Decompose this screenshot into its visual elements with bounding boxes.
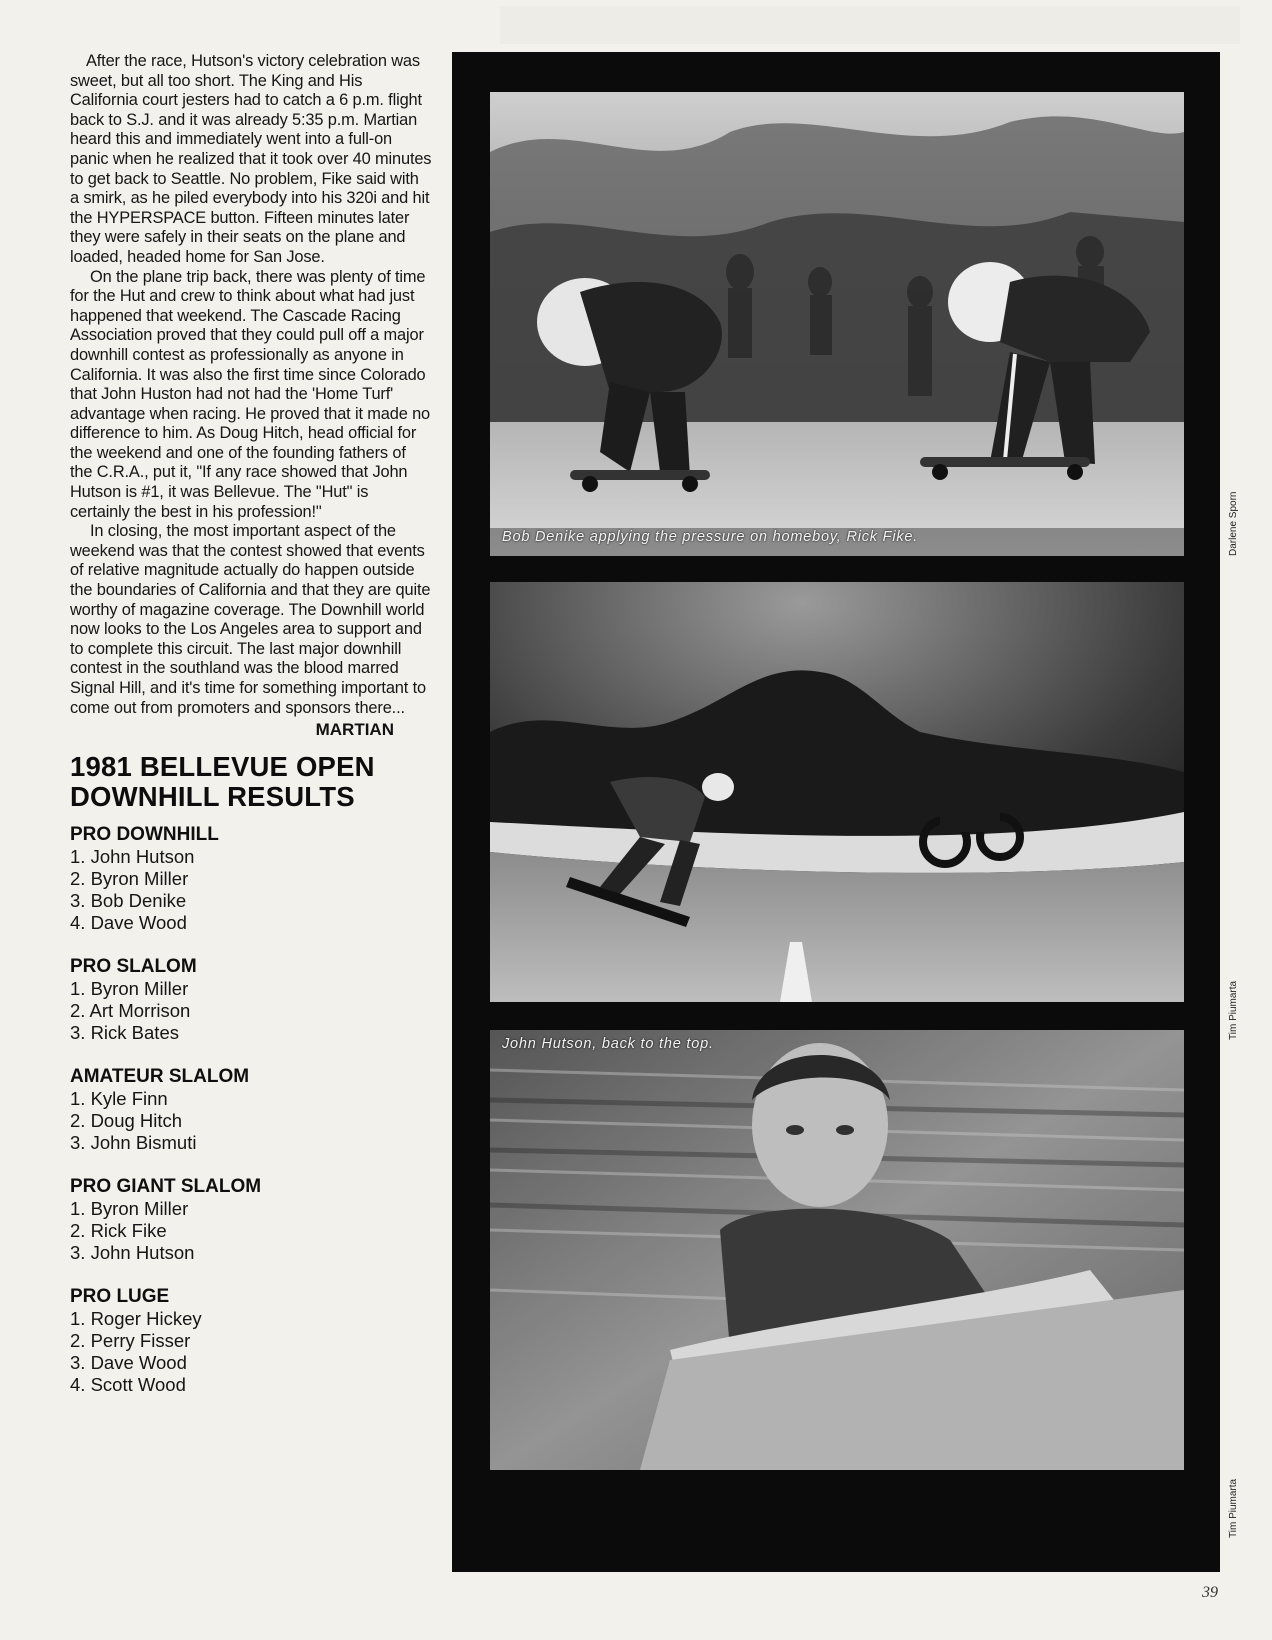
- results-list: [70, 1088, 432, 1154]
- result-entry: 2. Doug Hitch: [70, 1110, 183, 1132]
- results-list: [70, 1308, 432, 1396]
- results-category-pro-giant-slalom: [70, 1176, 432, 1264]
- result-entry: 1. Byron Miller: [70, 978, 189, 1000]
- result-entry: 3. Dave Wood: [70, 1352, 187, 1374]
- category-heading: PRO GIANT SLALOM: [70, 1176, 262, 1198]
- photo-downhill-racers: [490, 92, 1184, 556]
- category-heading: AMATEUR SLALOM: [70, 1066, 250, 1088]
- photo-credit: Tim Piumarta: [1228, 1478, 1239, 1538]
- photo-caption: Bob Denike applying the pressure on homeboy, Rick Fike.: [502, 529, 919, 545]
- results-list: [70, 846, 432, 934]
- article-paragraph: After the race, Hutson's victory celebration was sweet, but all too short. The King and His California court jesters had to catch a 6 p.m. flight back to S.J. and it was already 5:35 p.m. Martian heard this and immediately went into a full-on panic when he realized that it took over 40 minutes to get back to Seattle. No problem, Fike said with a smirk, as he piled everybody into his 320i and hit the HYPERSPACE button. Fifteen minutes later they were safely in their seats on the plane and loaded, headed home for San Jose.: [70, 52, 432, 266]
- result-entry: 2. Perry Fisser: [70, 1330, 191, 1352]
- category-heading: PRO LUGE: [70, 1286, 170, 1308]
- result-entry: 4. Dave Wood: [70, 912, 187, 934]
- result-entry: 1. Kyle Finn: [70, 1088, 168, 1110]
- result-entry: 1. Roger Hickey: [70, 1308, 202, 1330]
- page-number: 39: [1202, 1584, 1218, 1601]
- results-category-pro-downhill: [70, 824, 432, 934]
- category-heading: PRO SLALOM: [70, 956, 197, 978]
- result-entry: 1. John Hutson: [70, 846, 195, 868]
- result-entry: 3. Bob Denike: [70, 890, 187, 912]
- result-entry: 3. Rick Bates: [70, 1022, 179, 1044]
- photo-caption: John Hutson, back to the top.: [502, 1036, 714, 1052]
- results-title-line: 1981 BELLEVUE OPEN: [70, 751, 375, 783]
- results-title: [70, 752, 432, 812]
- results-list: [70, 978, 432, 1044]
- article-body: [70, 52, 432, 718]
- photo-panel: [452, 52, 1220, 1572]
- result-entry: 2. Byron Miller: [70, 868, 189, 890]
- photo-credit: Darlene Sporn: [1228, 491, 1239, 556]
- result-entry: 2. Art Morrison: [70, 1000, 191, 1022]
- result-entry: 2. Rick Fike: [70, 1220, 167, 1242]
- category-heading: PRO DOWNHILL: [70, 824, 219, 846]
- results-title-line: DOWNHILL RESULTS: [70, 781, 355, 813]
- photo-hutson-portrait: [490, 1030, 1184, 1470]
- results-category-pro-slalom: [70, 956, 432, 1044]
- article-paragraph: On the plane trip back, there was plenty of time for the Hut and crew to think about what had just happened that weekend. The Cascade Racing Association proved that they could pull off a major downhill contest as professionally as anyone in California. It was also the first time since Colorado that John Huston had not had the 'Home Turf' advantage when racing. He proved that it made no difference to him. As Doug Hitch, head official for the weekend and one of the founding fathers of the C.R.A., put it, "If any race showed that John Hutson is #1, it was Bellevue. The "Hut" is certainly the best in his profession!": [70, 267, 431, 521]
- result-entry: 3. John Hutson: [70, 1242, 195, 1264]
- headline-bleed-through: [500, 0, 1240, 44]
- article-paragraph: In closing, the most important aspect of the weekend was that the contest showed that events of relative magnitude actually do happen outside the boundaries of California and that they are quite worthy of magazine coverage. The Downhill world now looks to the Los Angeles area to support and to complete this circuit. The last major downhill contest in the southland was the blood marred Signal Hill, and it's time for something important to come out from promoters and sponsors there...: [70, 522, 431, 717]
- byline: MARTIAN: [315, 720, 394, 740]
- results-category-pro-luge: [70, 1286, 432, 1396]
- photo-credit: Tim Piumarta: [1228, 980, 1239, 1040]
- results-list: [70, 1198, 432, 1264]
- result-entry: 3. John Bismuti: [70, 1132, 197, 1154]
- result-entry: 4. Scott Wood: [70, 1374, 186, 1396]
- result-entry: 1. Byron Miller: [70, 1198, 189, 1220]
- photo-fisheye-downhill: [490, 582, 1184, 1002]
- results-category-amateur-slalom: [70, 1066, 432, 1154]
- article-column: [70, 52, 432, 1418]
